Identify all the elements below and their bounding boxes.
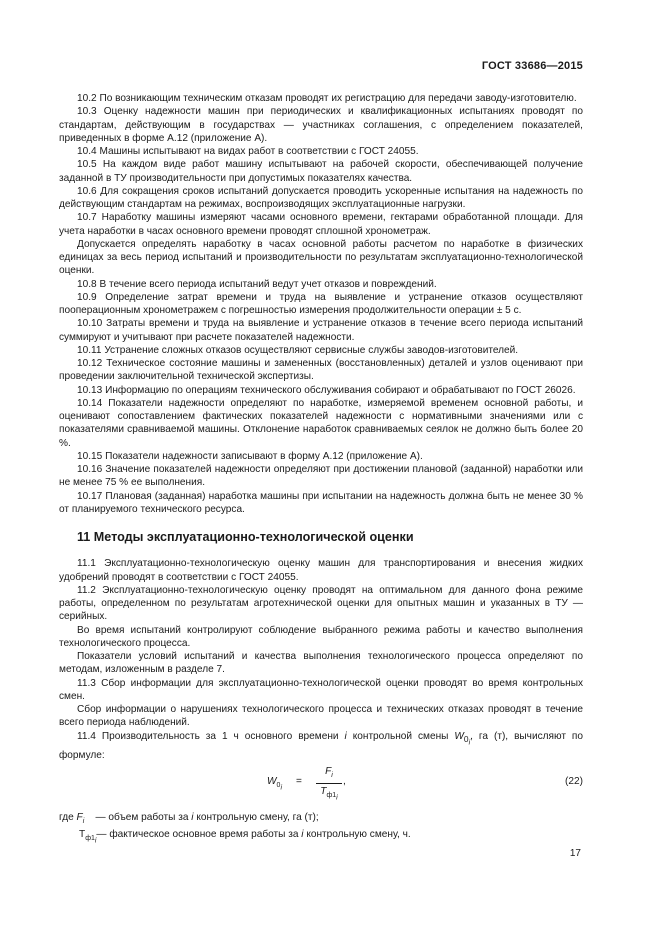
paragraph: 10.15 Показатели надежности записывают в форму А.12 (приложение А). <box>77 450 423 462</box>
paragraph: 10.5 На каждом виде работ машину испытывают на рабочей скорости, обеспечивающей получение заданной в ТУ производительности при допустимых показателях качества. <box>59 159 583 184</box>
paragraph: Показатели условий испытаний и качества выполнения технологического процесса определяют по методам, изложенным в разделе 7. <box>59 651 583 676</box>
paragraph: 10.16 Значение показателей надежности определяют при достижении плановой (заданной) наработки или не менее 75 % ее выполнения. <box>59 464 583 489</box>
paragraph: 10.11 Устранение сложных отказов осуществляют сервисные службы заводов-изготовителей. <box>77 344 519 356</box>
formula-22: $W_{0_i}$ = $F_i$ $T_{ф1_i}$ , (22) <box>59 765 583 803</box>
paragraph: 10.8 В течение всего периода испытаний ведут учет отказов и повреждений. <box>77 278 437 290</box>
formula-lhs: $W_{0_i}$ <box>267 775 282 792</box>
document-body <box>59 92 583 848</box>
section-10-paragraphs <box>59 92 583 516</box>
document-code: ГОСТ 33686—2015 <box>481 60 583 72</box>
paragraph: 10.17 Плановая (заданная) наработка машины при испытании на надежность должна быть не менее 30 % от планируемого технического ресурса. <box>59 490 583 515</box>
formula-numerator: $F_i$ <box>316 765 342 784</box>
paragraph: 10.2 По возникающим техническим отказам проводят их регистрацию для передачи заводу-изготовителю. <box>77 93 577 104</box>
paragraph: Допускается определять наработку в часах основной работы расчетом по наработке в физических единицах за весь период испытаний и производительности по результатам эксплуатационно-технологической оценки. <box>59 238 583 277</box>
paragraph: 10.14 Показатели надежности определяют по наработке, измеряемой временем основной работы, и оценивают сопоставлением фактических показателей надежности с нормативными значениями или с показателями сравниваемой машины. Отклонение наработок сравниваемых сеялок не должно быть более 20 %. <box>59 397 583 449</box>
paragraph: 10.10 Затраты времени и труда на выявление и устранение отказов в течение всего периода испытаний суммируют и учитывают при расчете показателей надежности. <box>59 318 583 343</box>
paragraph: 10.12 Техническое состояние машины и замененных (восстановленных) деталей и узлов оценивают при проведении заключительной технической экспертизы. <box>59 358 583 383</box>
formula-number: (22) <box>565 775 583 787</box>
paragraph-11-4: 11.4 Производительность за 1 ч основного времени i контрольной смены $W_{0_i}$, га (т), вычисляют по формуле: <box>59 730 583 762</box>
legend-f: где $F_i$ — объем работы за i контрольную смену, га (т); <box>59 811 319 825</box>
page-number: 17 <box>569 848 581 859</box>
paragraph: 10.4 Машины испытывают на видах работ в соответствии с ГОСТ 24055. <box>77 146 419 157</box>
legend-t: $T_{ф1_i}—$ фактическое основное время работы за i контрольную смену, ч. <box>79 828 411 845</box>
paragraph: 10.3 Оценку надежности машин при периодических и квалификационных испытаниях проводят по стандартам, действующим в государствах — участниках соглашения, с определением показателей, приведенных в форме А.12 (приложение А). <box>59 106 583 144</box>
section-title: 11 Методы эксплуатационно-технологической оценки <box>77 530 414 544</box>
section-11-paragraphs <box>59 557 583 729</box>
formula-denominator: $T_{ф1_i}$ <box>320 785 338 802</box>
formula-equals: = <box>296 775 302 787</box>
paragraph: Сбор информации о нарушениях технологического процесса и технических отказах проводят в течение всего периода наблюдений. <box>59 704 583 729</box>
formula-fraction <box>316 765 342 805</box>
paragraph: Во время испытаний контролируют соблюдение выбранного режима работы и качество выполнения технологического процесса. <box>59 624 583 649</box>
paragraph: 10.9 Определение затрат времени и труда на выявление и устранение отказов осуществляют пооперационным хронометражем с погрешностью измерения продолжительности операции ± 5 с. <box>59 291 583 316</box>
paragraph: 11.3 Сбор информации для эксплуатационно-технологической оценки проводят во время контрольных смен. <box>59 677 583 702</box>
paragraph: 11.1 Эксплуатационно-технологическую оценку машин для транспортирования и внесения жидких удобрений проводят в соответствии с ГОСТ 24055. <box>59 558 583 583</box>
paragraph: 11.2 Эксплуатационно-технологическую оценку проводят на оптимальном для данного фона режиме работы, определенном по результатам агротехнической оценки для опытных машин и указанных в ТУ — серийных. <box>59 584 583 623</box>
paragraph: 10.13 Информацию по операциям технического обслуживания собирают и обрабатывают по ГОСТ 26026. <box>77 384 576 396</box>
paragraph: 10.6 Для сокращения сроков испытаний допускается проводить ускоренные испытания на надежность по действующим стандартам на режимах, воспроизводящих эксплуатационные нагрузки. <box>59 185 583 210</box>
paragraph: 10.7 Наработку машины измеряют часами основного времени, гектарами обработанной площади. Для учета наработки в часах основного времени проводят сплошной хронометраж. <box>59 212 583 237</box>
formula-legend <box>59 811 583 848</box>
